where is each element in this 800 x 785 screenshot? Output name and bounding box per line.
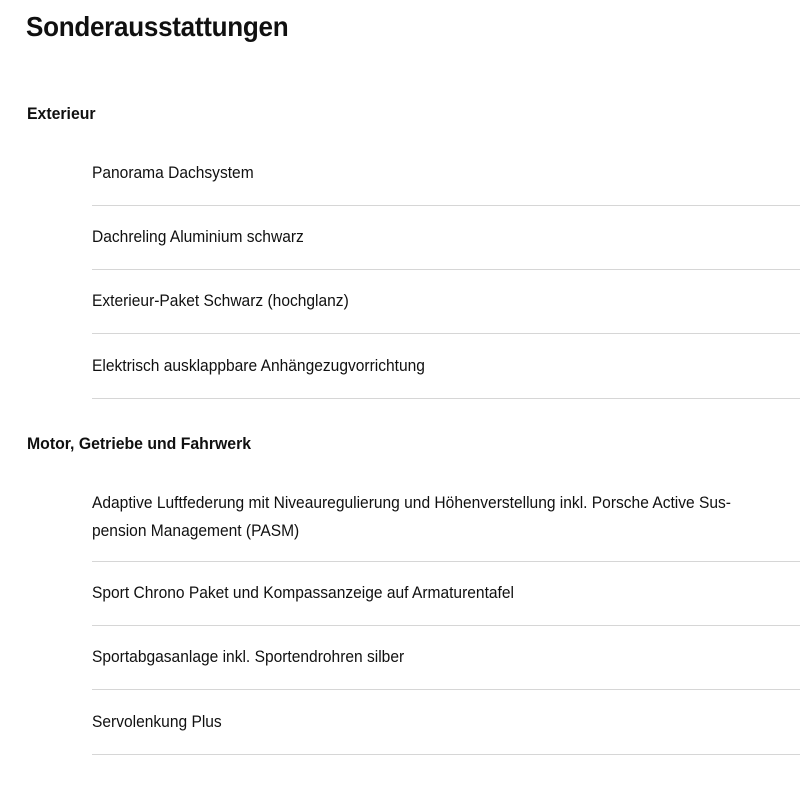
list-item-label: Sport Chrono Paket und Kompassanzeige auf Armaturentafel: [92, 583, 514, 602]
list-item-label: Servolenkung Plus: [92, 712, 222, 731]
list-item: [92, 334, 800, 399]
list-item: [92, 270, 800, 334]
list-item: [92, 472, 800, 562]
list-item: [92, 626, 800, 690]
section-heading-motor-getriebe-fahrwerk: Motor, Getriebe und Fahrwerk: [27, 434, 252, 453]
section-heading-exterieur: Exterieur: [27, 104, 96, 123]
list-item-label: Elektrisch ausklappbare Anhängezugvorrichtung: [92, 356, 425, 375]
list-item-label: Dachreling Aluminium schwarz: [92, 227, 304, 246]
list-item-label-line-2: pension Management (PASM): [92, 521, 300, 540]
list-item-label: Panorama Dachsystem: [92, 163, 254, 182]
list-item: [92, 142, 800, 206]
list-item: [92, 562, 800, 626]
list-item: [92, 206, 800, 270]
list-item-label-line-1: Adaptive Luftfederung mit Niveauregulierung und Höhenverstellung inkl. Porsche Active Sus-: [92, 493, 731, 512]
list-item: [92, 690, 800, 755]
page-title: Sonderausstattungen: [26, 11, 289, 42]
list-item-label: Sportabgasanlage inkl. Sportendrohren silber: [92, 647, 405, 666]
list-item-label: Exterieur-Paket Schwarz (hochglanz): [92, 291, 349, 310]
